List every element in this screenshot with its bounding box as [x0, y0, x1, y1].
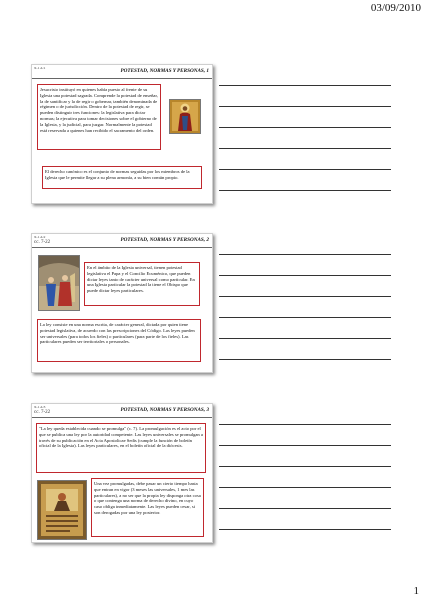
note-line — [219, 338, 391, 339]
note-line — [219, 317, 391, 318]
slide-header — [32, 234, 212, 248]
note-line — [219, 190, 391, 191]
notes-lines — [219, 254, 391, 380]
manuscript-image — [37, 480, 87, 540]
slide-tag: X-1 A:1 — [34, 66, 46, 70]
note-line — [219, 169, 391, 170]
slide-title: POTESTAD, NORMAS Y PERSONAS, 1 — [120, 68, 209, 74]
note-line — [219, 254, 391, 255]
note-line — [219, 85, 391, 86]
note-line — [219, 424, 391, 425]
slide-title: POTESTAD, NORMAS Y PERSONAS, 3 — [120, 407, 209, 413]
slide-text-box: Jesucristo instituyó en quienes había puesto al frente de su Iglesia una potestad sagrada. Comprende la potestad de enseñar, la de santificar y la de regir o gobernar, también denominada de régimen o de jurisdicción. Dentro de la potestad de regir, se pueden distinguir tres funciones: la legislativa para dictar normas; la ejecutiva para tomar decisiones sobre el gobierno de la Iglesia, y la judicial, para juzgar. Normalmente la potestad está reservada a quienes han recibido el sacramento del orden. — [37, 84, 161, 150]
slide-1 — [31, 64, 213, 204]
notes-lines — [219, 424, 391, 550]
slide-2 — [31, 233, 213, 373]
painting-image — [38, 255, 80, 311]
slide-text-box: "La ley queda establecida cuando se promulga" (c. 7). La promulgación es el acto por el que se publica una ley por la autoridad competente. Las leyes universales se promulgan a través de su publicación en el Acta Apostolicae Sedis (cumple la función de boletín oficial de la Iglesia). Las leyes particulares, en el boletín oficial de la diócesis. — [36, 423, 206, 473]
slide-text-box: El derecho canónico es el conjunto de normas seguidas por los miembros de la Iglesia que le permite llegar a su plena armonía, a su bien común propio. — [42, 166, 202, 189]
slide-text-box: En el ámbito de la Iglesia universal, tienen potestad legislativa el Papa y el Concilio Ecuménico, que pueden dictar leyes tanto de carácter universal como particular. En una Iglesia particular la potestad la tiene el Obispo que puede dictar leyes particulares. — [84, 262, 200, 306]
slide-3 — [31, 403, 213, 543]
slide-title: POTESTAD, NORMAS Y PERSONAS, 2 — [120, 237, 209, 243]
slide-text-box: La ley consiste en una norma escrita, de carácter general, dictada por quien tiene potestad legislativa, de acuerdo con las prescripciones del Código. Las leyes pueden ser universales (para todos los fieles) o particulares (para parte de los fieles). Las particulares pueden ser territoriales o personales. — [37, 319, 201, 362]
slide-subtitle: cc. 7-22 — [34, 240, 51, 245]
page-number: 1 — [413, 585, 419, 597]
note-line — [219, 148, 391, 149]
print-date: 03/09/2010 — [370, 2, 421, 14]
slide-text-box: Una vez promulgadas, debe pasar un cierto tiempo hasta que entran en vigor (3 meses las universales, 1 mes las particulares), a no ser que la propia ley disponga otra cosa o que contenga una norma de derecho divino, en cuyo caso obliga inmediatamente. Las leyes pueden cesar, si son derogadas por una ley posterior. — [91, 478, 204, 537]
note-line — [219, 466, 391, 467]
slide-tag: X-1 A:2 — [34, 235, 46, 239]
icon-image — [169, 99, 201, 134]
note-line — [219, 127, 391, 128]
note-line — [219, 275, 391, 276]
note-line — [219, 359, 391, 360]
note-line — [219, 445, 391, 446]
slide-header — [32, 404, 212, 418]
note-line — [219, 487, 391, 488]
note-line — [219, 296, 391, 297]
slide-subtitle: cc. 7-22 — [34, 410, 51, 415]
note-line — [219, 529, 391, 530]
slide-header — [32, 65, 212, 79]
note-line — [219, 106, 391, 107]
note-line — [219, 508, 391, 509]
slide-tag: X-1 A:3 — [34, 405, 46, 409]
notes-lines — [219, 85, 391, 211]
